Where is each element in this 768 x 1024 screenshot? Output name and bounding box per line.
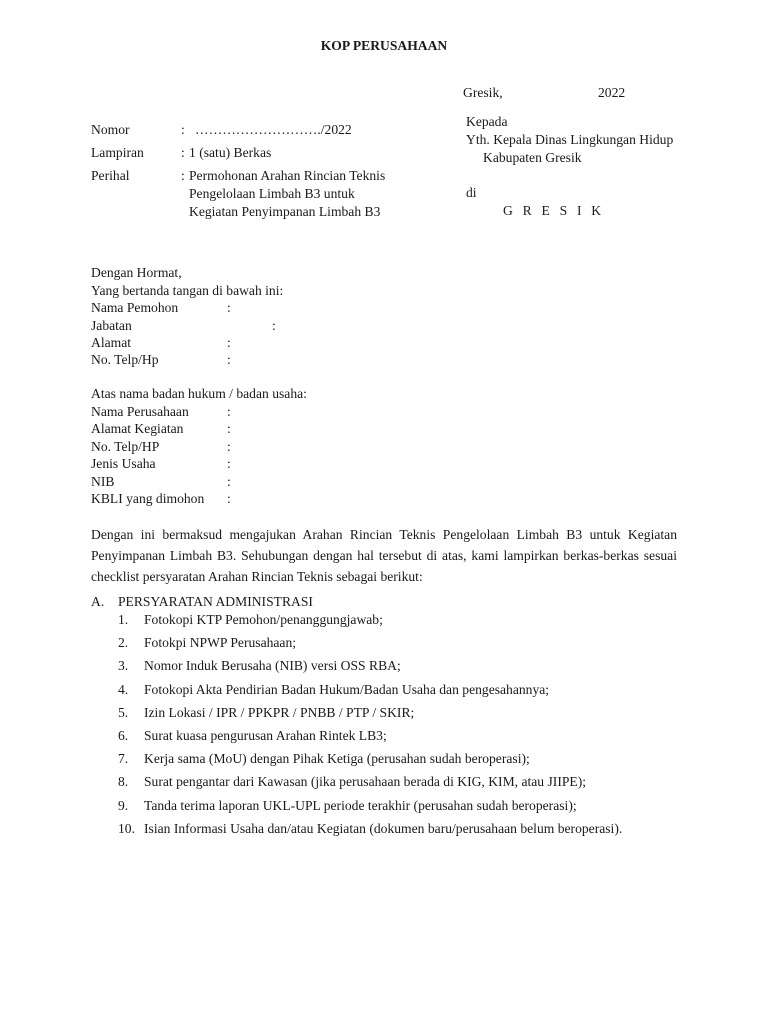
field-label: Jabatan (91, 318, 132, 333)
field-label: No. Telp/HP (91, 439, 160, 454)
item-number: 6. (118, 727, 129, 743)
item-number: 10. (118, 820, 135, 836)
field-sep: : (272, 318, 276, 333)
recipient-line-2: Kabupaten Gresik (483, 150, 582, 165)
intro-text: Yang bertanda tangan di bawah ini: (91, 283, 284, 298)
recipient-kepada: Kepada (466, 114, 508, 129)
item-text: Kerja sama (MoU) dengan Pihak Ketiga (perusahan sudah beroperasi); (144, 751, 530, 767)
field-label: Nama Perusahaan (91, 404, 189, 419)
field-sep: : (227, 456, 231, 471)
field-sep: : (227, 404, 231, 419)
recipient-city: G R E S I K (503, 203, 605, 218)
field-sep: : (227, 474, 231, 489)
item-text: Fotokpi NPWP Perusahaan; (144, 635, 297, 651)
field-label: Nama Pemohon (91, 300, 179, 315)
item-number: 4. (118, 681, 129, 697)
field-row (91, 334, 231, 352)
item-text: Isian Informasi Usaha dan/atau Kegiatan (dokumen baru/perusahaan belum beroperasi). (144, 820, 623, 836)
item-number: 3. (118, 658, 129, 674)
field-sep: : (227, 439, 231, 454)
recipient-di: di (466, 185, 477, 200)
field-label: Alamat Kegiatan (91, 421, 184, 436)
place-year: 2022 (598, 85, 626, 100)
field-row (91, 473, 231, 491)
field-row (91, 438, 231, 456)
field-sep: : (227, 491, 231, 506)
field-row (91, 403, 231, 421)
item-text: Izin Lokasi / IPR / PPKPR / PNBB / PTP / SKIR; (144, 704, 415, 720)
item-text: Surat kuasa pengurusan Arahan Rintek LB3; (144, 727, 387, 743)
field-row (91, 420, 231, 438)
place-city: Gresik, (463, 85, 503, 100)
item-number: 7. (118, 751, 129, 767)
item-number: 5. (118, 704, 129, 720)
company-intro: Atas nama badan hukum / badan usaha: (91, 386, 307, 401)
item-text: Tanda terima laporan UKL-UPL periode terakhir (perusahan sudah beroperasi); (144, 797, 577, 813)
lampiran-value: 1 (satu) Berkas (189, 145, 272, 160)
field-row (91, 351, 231, 369)
lampiran-label: Lampiran (91, 145, 144, 160)
field-row (91, 490, 231, 508)
letterhead-title: KOP PERUSAHAAN (320, 38, 448, 53)
perihal-line-1: Permohonan Arahan Rincian Teknis (189, 168, 386, 183)
body-paragraph: Dengan ini bermaksud mengajukan Arahan Rincian Teknis Pengelolaan Limbah B3 untuk Kegiatan Penyimpanan Limbah B3. Sehubungan dengan hal tersebut di atas, kami lampirkan berkas-berkas sesuai checklist persyaratan Arahan Rincian Teknis sebagai berikut: (91, 527, 677, 584)
item-text: Surat pengantar dari Kawasan (jika perusahaan berada di KIG, KIM, atau JIIPE); (144, 774, 587, 790)
item-text: Fotokopi Akta Pendirian Badan Hukum/Badan Usaha dan pengesahannya; (144, 681, 550, 697)
item-text: Fotokopi KTP Pemohon/penanggungjawab; (144, 612, 383, 627)
recipient-line-1: Yth. Kepala Dinas Lingkungan Hidup (466, 132, 674, 147)
item-number: 9. (118, 797, 129, 813)
item-text: Nomor Induk Berusaha (NIB) versi OSS RBA; (144, 658, 401, 674)
field-row (91, 317, 276, 335)
field-row (91, 455, 231, 473)
field-label: Jenis Usaha (91, 456, 156, 471)
lampiran-sep: : (181, 145, 185, 160)
nomor-label: Nomor (91, 122, 130, 137)
nomor-sep: : (181, 122, 185, 137)
salutation: Dengan Hormat, (91, 265, 182, 280)
field-sep: : (227, 352, 231, 367)
field-sep: : (227, 300, 231, 315)
perihal-line-3: Kegiatan Penyimpanan Limbah B3 (189, 204, 381, 219)
field-label: Alamat (91, 335, 132, 350)
field-sep: : (227, 421, 231, 436)
nomor-value: ………………………./2022 (195, 122, 352, 137)
field-label: No. Telp/Hp (91, 352, 159, 367)
field-row (91, 299, 231, 317)
item-number: 2. (118, 635, 129, 651)
item-number: 8. (118, 774, 129, 790)
section-a-letter: A. (91, 594, 105, 609)
item-number: 1. (118, 612, 129, 627)
field-sep: : (227, 335, 231, 350)
perihal-label: Perihal (91, 168, 130, 183)
perihal-line-2: Pengelolaan Limbah B3 untuk (189, 186, 355, 201)
section-a-title: PERSYARATAN ADMINISTRASI (118, 594, 313, 609)
field-label: NIB (91, 474, 115, 489)
section-a-heading (91, 593, 313, 611)
perihal-sep: : (181, 168, 185, 183)
field-label: KBLI yang dimohon (91, 491, 205, 506)
